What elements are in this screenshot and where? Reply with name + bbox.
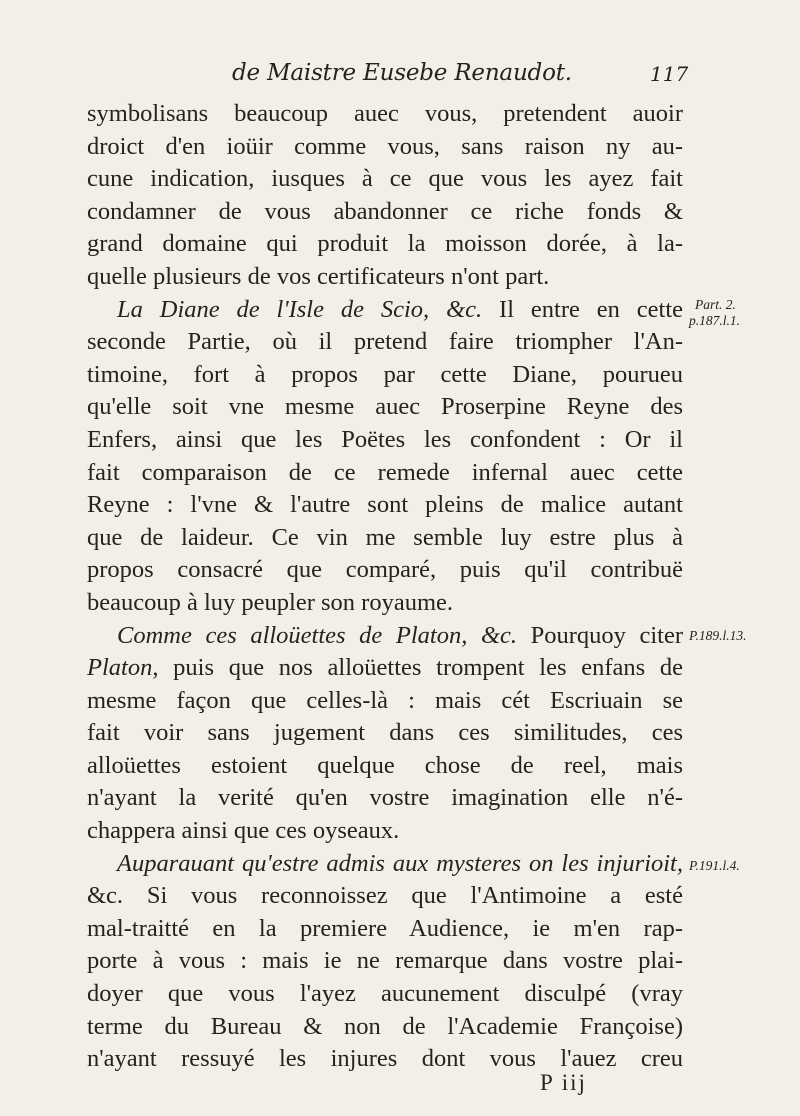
margin-note-1-line-2: p.187.l.1. (689, 313, 741, 328)
text-line: doyer que vous l'ayez aucunement disculpé (vray (87, 980, 683, 1008)
text-line: timoine, fort à propos par cette Diane, pourueu (87, 360, 683, 388)
margin-note-3: P.191.l.4. (689, 858, 740, 873)
text-line: n'ayant la verité qu'en vostre imagination elle n'é- (87, 784, 683, 812)
text-line: seconde Partie, où il pretend faire triompher l'An- (87, 328, 683, 356)
text-line: fait comparaison de ce remede infernal auec cette (87, 458, 683, 486)
text-line: terme du Bureau & non de l'Academie Françoise) (87, 1012, 683, 1040)
text-line: fait voir sans jugement dans ces similitudes, ces (87, 719, 683, 747)
quoted-lemma: Comme ces alloüettes de Platon, &c. (117, 621, 517, 649)
text-line: que de laideur. Ce vin me semble luy estre plus à (87, 523, 683, 551)
text-line: chappera ainsi que ces oyseaux. (87, 817, 400, 845)
text-line: &c. Si vous reconnoissez que l'Antimoine a esté (87, 882, 683, 910)
text-line: Reyne : l'vne & l'autre sont pleins de malice autant (87, 491, 683, 519)
text-line: mal-traitté en la premiere Audience, ie m'en rap- (87, 914, 683, 942)
text-line: Enfers, ainsi que les Poëtes les confondent : Or il (87, 425, 683, 453)
page-header (0, 60, 800, 94)
text-line: Auparauant qu'estre admis aux mysteres on les injurioit, (117, 849, 683, 877)
margin-note-1 (689, 297, 797, 329)
running-head: de Maistre Eusebe Renaudot. (232, 60, 572, 86)
page-number: 117 (650, 62, 689, 86)
signature-mark: P iij (540, 1070, 587, 1095)
margin-note-1-line-1: Part. 2. (695, 297, 736, 312)
text-line: alloüettes estoient quelque chose de reel, mais (87, 751, 683, 779)
text-line: La Diane de l'Isle de Scio, &c. Il entre en cette (117, 295, 683, 323)
text-line: Comme ces alloüettes de Platon, &c. Pourquoy citer (117, 621, 683, 649)
body-text (87, 98, 683, 1076)
text-line: cune indication, iusques à ce que vous les ayez fait (87, 165, 683, 193)
text-line: n'ayant ressuyé les injures dont vous l'auez creu (87, 1045, 683, 1073)
text-line: droict d'en ioüir comme vous, sans raison ny au- (87, 132, 683, 160)
quoted-lemma: Platon (87, 654, 153, 682)
text-line: grand domaine qui produit la moisson dorée, à la- (87, 230, 683, 258)
text-line: symbolisans beaucoup auec vous, pretendent auoir (87, 100, 683, 127)
text-line: beaucoup à luy peupler son royaume. (87, 588, 454, 616)
text-line: qu'elle soit vne mesme auec Proserpine Reyne des (87, 393, 683, 421)
text-line: quelle plusieurs de vos certificateurs n'ont part. (87, 262, 550, 290)
text-line: mesme façon que celles-là : mais cét Escriuain se (87, 686, 683, 714)
text-line: Platon, puis que nos alloüettes trompent les enfans de (87, 654, 683, 682)
text-line: porte à vous : mais ie ne remarque dans vostre plai- (87, 947, 683, 975)
quoted-lemma: La Diane de l'Isle de Scio, &c. (117, 295, 483, 323)
text-line: propos consacré que comparé, puis qu'il contribuë (87, 556, 683, 584)
text-line: condamner de vous abandonner ce riche fonds & (87, 197, 683, 225)
margin-note-2: P.189.l.13. (689, 628, 747, 643)
